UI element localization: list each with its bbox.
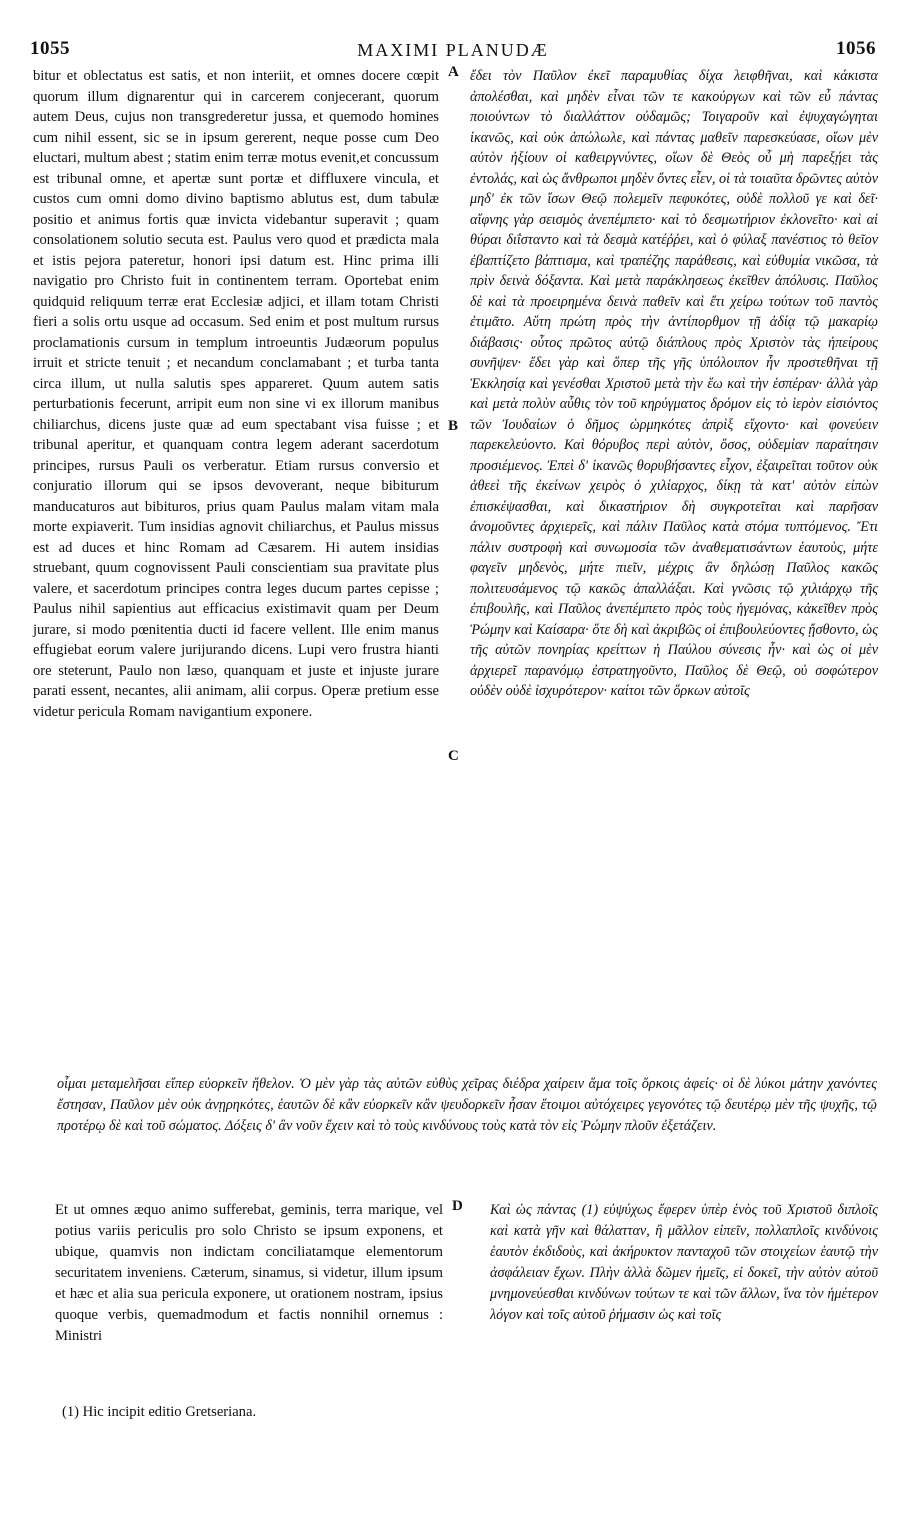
footnote: (1) Hic incipit editio Gretseriana. [62,1404,257,1420]
latin-paragraph-2: Et ut omnes æquo animo sufferebat, geminis, terra marique, vel potius variis periculis pro solo Christo se ipsum exponens, et ubique, quamvis non indictam conciliatamque elementorum securitatem inveniens. Cæterum, sinamus, si videtur, illum ipsum et hæc et alia sua pericula exponere, ut orationem nostram, ipsius quoque verbis, quemadmodum et factis nonnihil ornemus : Ministri [55,1202,443,1344]
page-number-left: 1055 [30,38,70,59]
page-header [30,38,876,66]
section-marker-c: C [448,748,459,764]
latin-column-upper [33,66,439,722]
greek-column-lower [490,1200,878,1326]
greek-full-paragraph: οἶμαι μεταμελῆσαι εἴπερ εὐορκεῖν ἤθελον. Ὁ μὲν γὰρ τὰς αὐτῶν εὐθὺς χεῖρας διέδρα χαίρειν ἅμα τοῖς ὅρκοις ἀφείς· οἱ δὲ λύκοι μάτην χανόντες ἔστησαν, Παῦλον μὲν οὐκ ἀνῃρηκότες, ἑαυτῶν δὲ κἂν εὐορκεῖν κἂν ψευδορκεῖν ἦσαν ἕτοιμοι αὐτόχειρες γεγονότες τῷ δευτέρῳ μὲν τῆς ψυχῆς, τῷ προτέρῳ δὲ καὶ τοῦ σώματος. Δόξεις δ' ἂν νοῦν ἔχειν καὶ τὸ τοὺς κινδύνους τοὺς κατὰ τὸν εἰς Ῥώμην πλοῦν ἐξετάζειν. [57,1076,877,1134]
running-title: MAXIMI PLANUDÆ [357,40,549,60]
page-number-right: 1056 [836,38,876,59]
greek-paragraph-1: ἔδει τὸν Παῦλον ἐκεῖ παραμυθίας δίχα λειφθῆναι, καὶ κάκιστα ἀπολέσθαι, καὶ μηδὲν εἶναι τῶν τε κακούργων καὶ τῶν εὖ πάντας ποιούντων τὸ διαλλάττον οὐδαμῶς; Τοιγαροῦν καὶ ἐψυχαγώγηται ἱκανῶς, καὶ οὐκ ἀπώλωλε, καὶ πάντας μαθεῖν παρεσκεύασε, οἵων μὲν αὐτὸν ἠξίουν οἱ καθειργνύντες, οἵων δὲ Θεὸς οὗ μὴ παρεξῄει τὰς ἐντολάς, καὶ ὡς ἄνθρωποι μηδὲν ὄντες εἶεν, οἱ τὰ τοιαῦτα δρῶντες αὐτὸν μηδ' ἐκ τῶν ἴσων Θεῷ πολεμεῖν πεφυκότες, οὐδὲ πολλοῦ γε καὶ δεῖ· αἴφνης γὰρ σεισμὸς ἀνεπέμπετο· καὶ τὸ δεσμωτήριον ἐκλονεῖτο· καὶ αἱ θύραι διΐσταντο καὶ τὰ δεσμὰ κατέῤῥει, καὶ ὁ φύλαξ πανέστιος τὸ θεῖον ἐβαπτίζετο βάπτισμα, καὶ τραπέζης παράθεσις, καὶ εὐθυμία νικῶσα, τὰ πρὶν δεινὰ δόξαντα. Καὶ μετὰ παράκλησεως ἐκεῖθεν ἀπόλυσις. Παῦλος δὲ καὶ τὰ προειρημένα δεινὰ παθεῖν καὶ ἔτι χείρω τούτων τοῦ παντὸς ἐτιμᾶτο. Αὕτη πρώτη πρὸς τὴν ἀντίπορθμον τῇ ἀδίᾳ τῷ μακαρίῳ διάβασις· οὗτος πρῶτος αὐτῷ διάπλους πρὸς Χριστὸν τὰς ἠπείρους συνῆψεν· ἔδει γὰρ καὶ ὅπερ τῆς γῆς ὑπόλοιπον ἦν προστεθῆναι τῇ Ἐκκλησίᾳ καὶ γενέσθαι Χριστοῦ μετὰ τὴν ἕω καὶ τὴν ἑσπέραν· ἀλλὰ γὰρ καὶ μετὰ πολὺν αὖθις τὸν τοῦ κηρύγματος δρόμον εἰς τὸ ἱερὸν εἰσιόντος τῶν Ἰουδαίων ὁ δῆμος ὡρμηκότες ἀπρὶξ εἴχοντο· καὶ φονεύειν παρεκελεύοντο. Καὶ θόρυβος περὶ αὐτὸν, ὅσος, οὐδεμίαν παραίτησιν προσιέμενος. Ἐπεὶ δ' ἱκανῶς θορυβήσαντες εἶχον, ἐξαιρεῖται τοῦτον οὐκ ἀθεεὶ τῆς ἐκείνων χειρὸς ὁ χιλίαρχος, δίκῃ τὰ κατ' αὐτὸν εἰπὼν ἐπισκέψασθαι, καὶ δικαστήριον δὴ συγκροτεῖται καὶ παρῆσαν ἀνομοῦντες ἀρχιερεῖς, καὶ πάλιν Παῦλος κατὰ στόμα τυπτόμενος. Ἔτι πάλιν συστροφὴ καὶ συνωμοσία τῶν ἀναθεματισάντων ἑαυτοὺς, μήτε φαγεῖν μηδενὸς, μήτε πιεῖν, μέχρις ἂν δηλώσῃ Παῦλος κακῶς πολιτευσάμενος τῷ κακῶς ἀπαλλάξαι. Καὶ γνῶσις τῷ χιλιάρχῳ τῆς ἐπιβουλῆς, καὶ Παῦλος ἀνεπέμπετο πρὸς τοὺς ἡγεμόνας, κἀκεῖθεν πρὸς Ῥώμην καὶ Καίσαρα· ὅτε δὴ καὶ ἀκριβῶς οἱ ἐπιβουλεύοντες ᾔσθοντο, ὡς τῆς αὐτῶν πονηρίας κρείττων ἡ Παύλου σύνεσις ἦν· καὶ ὡς οἱ μὲν ἀρχιερεῖ παρανόμῳ ἐστρατηγοῦντο, Παῦλος δὲ Θεῷ, οὐ σοφώτερον οὐδὲν οὐδὲ ἰσχυρότερον· καίτοι τῶν ὅρκων αὐτοῖς [470,68,878,699]
greek-paragraph-2: Καὶ ὡς πάντας (1) εὐψύχως ἔφερεν ὑπὲρ ἑνὸς τοῦ Χριστοῦ διπλοῖς καὶ κατὰ γῆν καὶ θάλατταν, ἢ μᾶλλον εἰπεῖν, πολλαπλοῖς κινδύνοις ἑαυτὸν ἐκδιδοὺς, καὶ ἀκήρυκτον πανταχοῦ τῶν στοιχείων ἑαυτῷ τὴν ἀσφάλειαν ἔχων. Πλὴν ἀλλὰ δῶμεν ἡμεῖς, εἰ δοκεῖ, τὴν αὐτὸν αὐτοῦ μνημονεύεσθαι κινδύνων τούτων τε καὶ τῶν ἄλλων, ἵνα τὸν ἡμέτερον λόγον καὶ τοῖς αὐτοῦ ῥήμασιν ὡς καὶ τοῖς [490,1202,878,1323]
section-marker-d: D [452,1198,463,1214]
latin-column-lower [55,1200,443,1347]
greek-column-upper [470,66,878,702]
section-marker-a: A [448,64,459,80]
section-marker-b: B [448,418,459,434]
greek-full-width-block [57,1074,877,1137]
latin-paragraph-1: bitur et oblectatus est satis, et non interiit, et omnes docere cœpit quorum illum dignarentur qui in carcerem conjecerant, quorum autem Deus, cujus non transgrederetur jussa, et quemodo homines cum nihil essent, sic se in ipsum gererent, neque posse cum Deo eluctari, multum abest ; statim enim terræ motus evenit,et concussum est tribunal omne, et apertæ sunt portæ et diffluxere vincula, et custos cum omni domo divino baptismo ablutus est, dum tabulæ positio et animus fortis quæ invicta videbantur superavit ; quam consolationem solutio secuta est. Paulus vero quod et prædicta mala et istis pejora pateretur, honori ipsi datum est. Hinc prima illi navigatio pro Christo fuit in continentem terram. Oportebat enim quidquid reliquum terræ erat Ecclesiæ adjici, et illam totam Christi fieri a solis ortu usque ad occasum. Sed enim et post multum rursus proclamationis cursum in templum introeuntis Judæorum populus irruit et stricte tenuit ; et necandum conclamabant ; et turba tanta circa illum, ut nulla salutis spes appareret. Quum autem satis perturbationis fecerunt, arripit eum non sine vi ex illorum manibus chiliarchus, dicens juste quæ ad eum spectabant visa fuisse ; et tribunal aperitur, et quanquam contra legem aderant sacerdotum principes, rursus Pauli os verberatur. Etiam rursus conversio et conjuratio illorum qui se ipsos devoverant, neque bibiturum manducaturos aut bibituros, prius quam Paulus malam vitam mala morte expiaverit. Tum insidias agnovit chiliarchus, et Paulus missus est ad duces et hinc Romam ad Cæsarem. Hi autem insidias struebant, quum cognovissent Pauli conscientiam sua pravitate plus valere, et sacerdotum principes contra leges ducum partes cepisse ; Paulus nihil sapientius aut efficacius existimavit quam per Deum jurare, si modo pœnitentia ducti id facere vellent. Ille enim manus effugiebat eorum valere jurijurando dicens. Lupi vero frustra hianti ore steterunt, Paulo non læso, quanquam et juste et injuste jurare parati essent, necantes, alii animam, alii corpus. Operæ pretium esse videtur pericula Romam navigantium exponere. [33,68,439,720]
